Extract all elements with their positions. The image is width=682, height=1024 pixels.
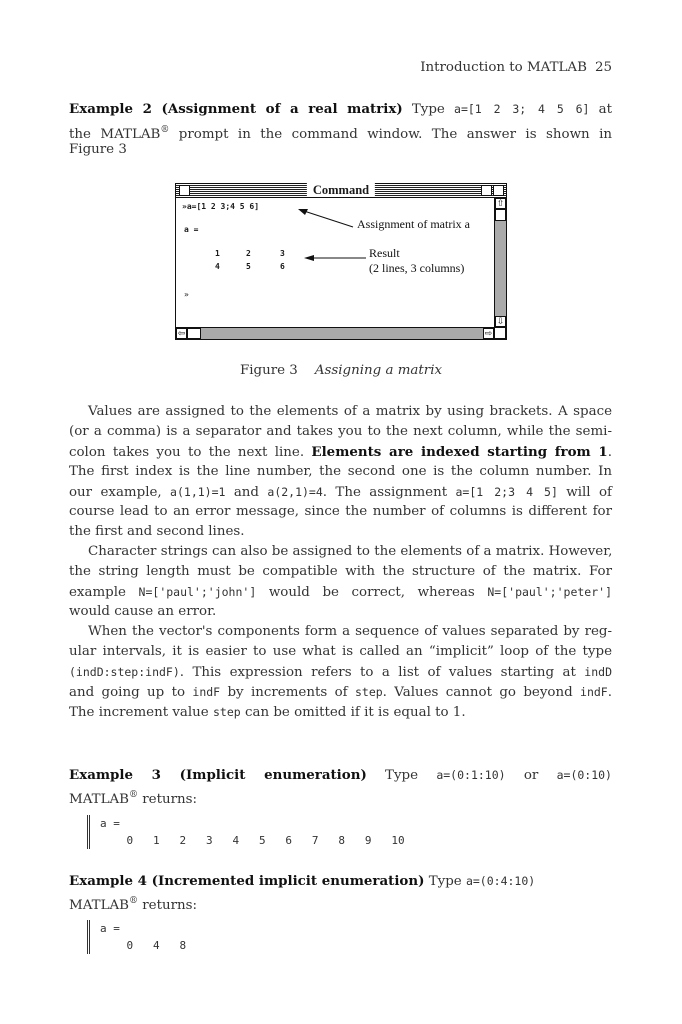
text-segment: When the vector's components form a sequence of values separated by reg-	[88, 624, 612, 639]
matrix-cell: 2	[246, 249, 251, 258]
text-segment: MATLAB	[69, 792, 129, 807]
caption-label: Figure 3	[239, 363, 298, 378]
text-segment: ®	[128, 790, 138, 800]
text-segment: Character strings can also be assigned to the elements of a matrix. However,	[88, 544, 613, 559]
prompt: »	[184, 290, 189, 299]
text-segment: at	[589, 102, 613, 117]
text-segment: our example,	[69, 485, 171, 500]
output-label: a =	[184, 225, 199, 234]
text-segment: by increments of	[220, 685, 355, 700]
text-segment: prompt in the command window. The answer is shown in	[169, 127, 612, 142]
vertical-scrollbar[interactable]	[494, 198, 506, 327]
page-number: 25	[594, 60, 612, 75]
inline-code: step	[354, 685, 383, 699]
inline-code: a=(0:1:10)	[436, 768, 506, 782]
arrow-right-icon[interactable]: ⇨	[484, 328, 493, 338]
inline-code: indD	[584, 665, 612, 679]
text-line	[69, 892, 612, 915]
text-line	[69, 141, 612, 159]
inline-code: a=[1 2;3 4 5]	[455, 485, 558, 499]
text-line	[69, 583, 612, 602]
text-segment: ular intervals, it is easier to use what is called an “implicit” loop of the type	[69, 644, 612, 659]
bold-text: Example 4 (Incremented implicit enumeration)	[69, 873, 425, 889]
text-line	[69, 766, 612, 785]
text-segment: and	[225, 485, 268, 500]
arrow-left-icon[interactable]: ⇦	[177, 328, 186, 338]
resize-box-icon[interactable]	[494, 327, 506, 339]
text-segment: the first and second lines.	[69, 524, 245, 539]
text-segment: The first index is the line number, the second one is the column number. In	[69, 464, 612, 479]
text-segment: and going up to	[69, 685, 193, 700]
matrix-cell: 4	[215, 262, 220, 271]
text-line	[88, 403, 612, 421]
inline-code: indF	[580, 685, 608, 699]
text-segment: . This expression refers to a list of values starting at	[179, 665, 585, 680]
text-line	[69, 603, 612, 621]
text-segment: Type	[424, 874, 466, 889]
header-title: Introduction to MATLAB	[420, 60, 587, 75]
bold-text: Example 3 (Implicit enumeration)	[69, 767, 367, 783]
text-segment: Values are assigned to the elements of a matrix by using brackets. A space	[88, 404, 612, 419]
horizontal-scrollbar[interactable]	[176, 327, 494, 339]
text-line	[69, 663, 612, 682]
inline-code: indF	[192, 685, 221, 699]
code-output-example-3	[87, 815, 405, 849]
caption-text: Assigning a matrix	[314, 363, 443, 378]
text-line	[69, 523, 612, 541]
text-segment: (or a comma) is a separator and takes you to the next column, while the semi-	[69, 424, 612, 439]
text-line	[69, 683, 612, 702]
text-segment: colon takes you to the next line.	[69, 445, 312, 460]
text-segment: or	[505, 768, 557, 783]
text-segment: will of	[557, 485, 612, 500]
bold-text: Elements are indexed starting from 1	[311, 444, 608, 460]
arrow-down-icon[interactable]: ⇩	[496, 316, 505, 326]
text-segment: Type	[402, 102, 455, 117]
inline-code: a=(0:4:10)	[465, 874, 536, 888]
text-segment: example	[69, 585, 139, 600]
text-line	[69, 786, 612, 809]
annotation-arrows	[176, 184, 496, 324]
text-segment: would be correct, whereas	[256, 585, 488, 600]
arrow-up-icon[interactable]: ⇧	[496, 198, 505, 208]
code-line: 0 1 2 3 4 5 6 7 8 9 10	[100, 834, 405, 847]
text-segment: the MATLAB	[69, 127, 161, 142]
text-segment: returns:	[137, 898, 197, 913]
code-line: a =	[100, 922, 120, 935]
bold-text: Example 2 (Assignment of a real matrix)	[69, 101, 403, 117]
text-segment: MATLAB	[69, 898, 129, 913]
matrix-cell: 1	[215, 249, 220, 258]
command-line: »a=[1 2 3;4 5 6]	[182, 202, 260, 211]
text-line	[69, 563, 612, 581]
text-line	[69, 463, 612, 481]
window-title: Command	[307, 183, 375, 197]
text-segment: course lead to an error message, since the number of columns is different for	[69, 504, 612, 519]
matrix-cell: 6	[280, 262, 285, 271]
inline-code: a(1,1)=1	[170, 485, 226, 499]
figure-caption	[0, 363, 682, 378]
text-segment: the string length must be compatible with the structure of the matrix. For	[69, 564, 612, 579]
text-segment: ®	[128, 896, 138, 906]
text-line	[69, 483, 612, 502]
text-segment: returns:	[137, 792, 197, 807]
text-segment: would cause an error.	[69, 604, 217, 619]
code-line: 0 4 8	[100, 939, 187, 952]
text-segment: . Values cannot go beyond	[382, 685, 581, 700]
text-line	[69, 423, 612, 441]
matrix-cell: 5	[246, 262, 251, 271]
annotation-result-detail: (2 lines, 3 columns)	[369, 261, 465, 275]
inline-code: (indD:step:indF)	[69, 665, 180, 679]
text-line	[88, 543, 612, 561]
text-line	[69, 703, 612, 722]
running-header	[412, 60, 612, 75]
text-line	[69, 443, 612, 462]
inline-code: N=['paul';'john']	[138, 585, 257, 599]
matlab-command-window	[175, 183, 507, 340]
text-segment: The increment value	[69, 705, 213, 720]
code-output-example-4	[87, 920, 186, 954]
scroll-thumb[interactable]	[187, 328, 201, 339]
inline-code: N=['paul';'peter']	[487, 585, 612, 599]
text-segment: ®	[160, 125, 170, 135]
text-line	[88, 623, 612, 641]
annotation-result: Result	[369, 246, 400, 260]
text-line	[69, 100, 612, 119]
text-segment: Figure 3	[69, 142, 127, 157]
annotation-assignment: Assignment of matrix a	[357, 217, 470, 231]
text-line	[69, 643, 612, 661]
matrix-cell: 3	[280, 249, 285, 258]
scroll-thumb[interactable]	[495, 209, 506, 221]
text-line	[69, 503, 612, 521]
inline-code: a=[1 2 3; 4 5 6]	[454, 102, 590, 116]
inline-code: a(2,1)=4	[267, 485, 323, 499]
text-segment: can be omitted if it is equal to 1.	[240, 705, 466, 720]
code-line: a =	[100, 817, 120, 830]
text-segment: . The assignment	[322, 485, 456, 500]
text-line	[69, 872, 612, 891]
inline-code: a=(0:10)	[556, 768, 612, 782]
inline-code: step	[213, 705, 241, 719]
text-segment: .	[607, 445, 613, 460]
text-segment: .	[607, 685, 612, 700]
text-segment: Type	[366, 768, 437, 783]
